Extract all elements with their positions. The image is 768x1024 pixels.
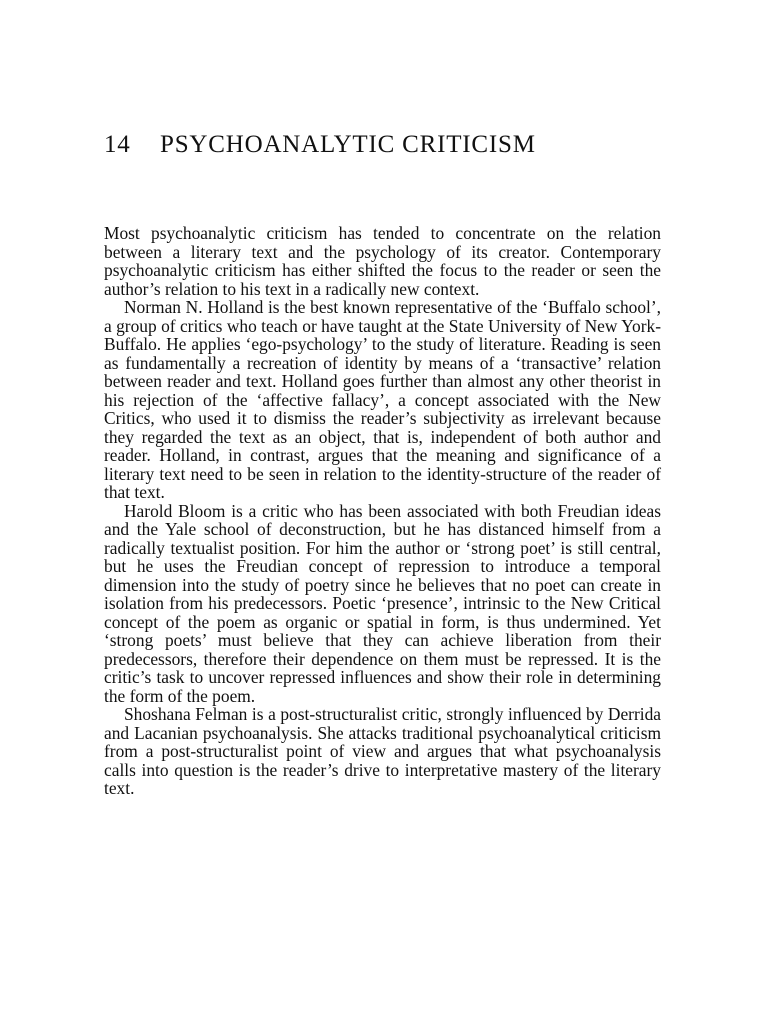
body-text	[104, 224, 661, 798]
paragraph-felman: Shoshana Felman is a post-structuralist critic, strongly influenced by Derrida and Lacanian psychoanalysis. She attacks traditional psychoanalytical criticism from a post-structuralist point of view and argues that what psychoanalysis calls into question is the reader’s drive to interpretative mastery of the literary text.	[104, 704, 661, 798]
paragraph-bloom: Harold Bloom is a critic who has been associated with both Freudian ideas and the Yale school of deconstruction, but he has distanced himself from a radically textualist position. For him the author or ‘strong poet’ is still central, but he uses the Freudian concept of repression to introduce a temporal dimension into the study of poetry since he believes that no poet can create in isolation from his predecessors. Poetic ‘presence’, intrinsic to the New Critical concept of the poem as organic or spatial in form, is thus undermined. Yet ‘strong poets’ must believe that they can achieve liberation from their predecessors, therefore their dependence on them must be repressed. It is the critic’s task to uncover repressed influences and show their role in determining the form of the poem.	[104, 500, 661, 706]
paragraph-intro: Most psychoanalytic criticism has tended to concentrate on the relation between a literary text and the psychology of its creator. Contemporary psychoanalytic criticism has either shifted the focus to the reader or seen the author’s relation to his text in a radically new context.	[104, 223, 661, 299]
paragraph-holland: Norman N. Holland is the best known representative of the ‘Buffalo school’, a group of critics who teach or have taught at the State University of New York-Buffalo. He applies ‘ego-psychology’ to the study of literature. Reading is seen as fundamentally a recreation of identity by means of a ‘transactive’ relation between reader and text. Holland goes further than almost any other theorist in his rejection of the ‘affective fallacy’, a concept associated with the New Critics, who used it to dismiss the reader’s subjectivity as irrelevant because they regarded the text as an object, that is, independent of both author and reader. Holland, in contrast, argues that the meaning and significance of a literary text need to be seen in relation to the identity-structure of the reader of that text.	[104, 297, 661, 502]
chapter-number: 14	[104, 131, 131, 158]
chapter-title: PSYCHOANALYTIC CRITICISM	[160, 131, 536, 158]
chapter-heading	[104, 128, 664, 162]
